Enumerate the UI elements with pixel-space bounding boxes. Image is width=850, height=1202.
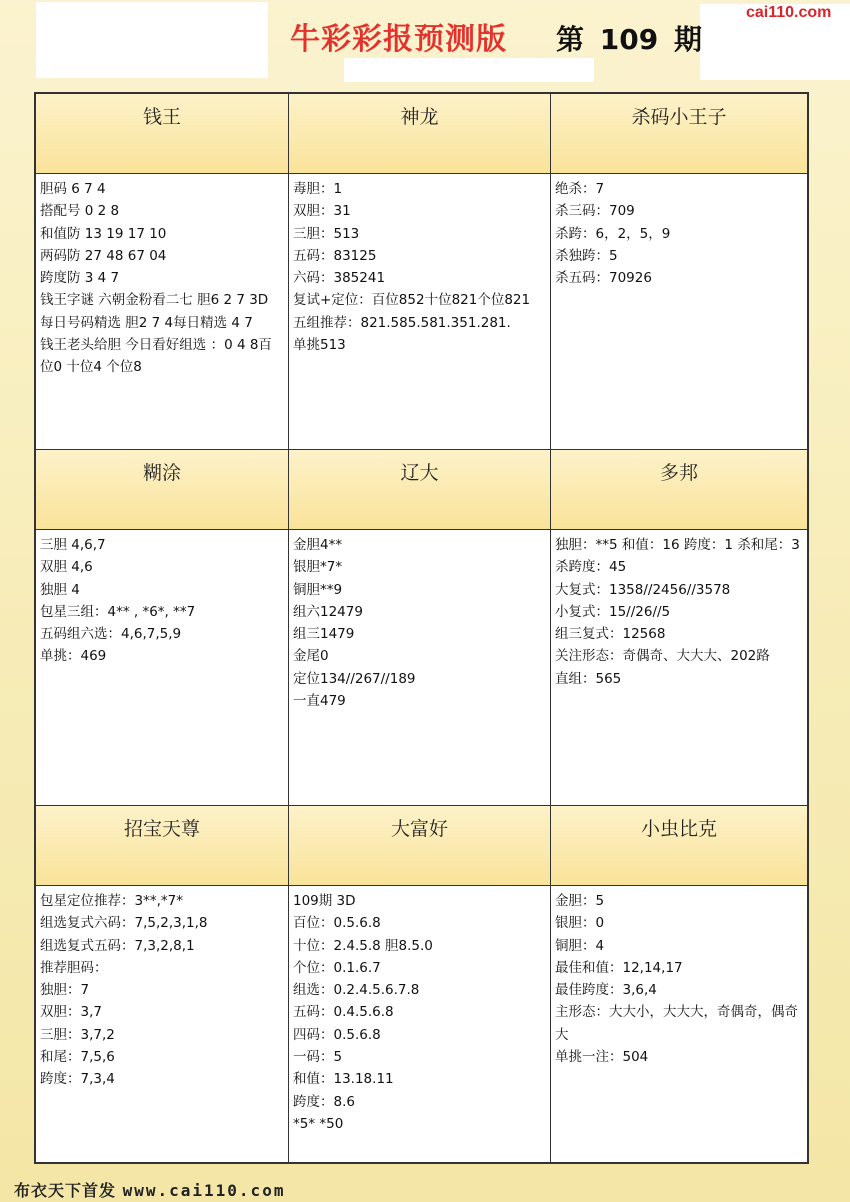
cell-body [289, 530, 550, 805]
cell-line: 小复式：15//26//5 [555, 603, 671, 620]
cell-liaoda [289, 450, 551, 806]
cell-title: 神龙 [289, 94, 550, 174]
cell-body [551, 886, 807, 1162]
cell-qianwang [36, 94, 289, 450]
cell-line: 组三复式：12568 [555, 626, 666, 643]
cell-title: 多邦 [551, 450, 807, 530]
cell-line: 关注形态：奇偶奇、大大大、202路 [555, 648, 770, 665]
cell-line: 主形态：大大小，大大大，奇偶奇，偶奇大 [555, 1004, 798, 1043]
cell-line: 组选：0.2.4.5.6.7.8 [293, 982, 420, 999]
cell-line: 三胆 4,6,7 [40, 537, 106, 553]
cell-body [36, 174, 288, 449]
header-white-block-center [344, 58, 594, 82]
cell-line: 金胆：5 [555, 893, 605, 909]
cell-line: 独胆：**5 和值：16 跨度：1 杀和尾：3 杀跨度：45 [555, 537, 805, 576]
cell-line: 十位：2.4.5.8 胆8.5.0 [293, 937, 433, 954]
cell-title: 大富好 [289, 806, 550, 886]
cell-line: 钱王老头给胆 今日看好组选 ：0 4 8百位0 十位4 个位8 [40, 337, 272, 376]
cell-line: 六码：385241 [293, 270, 386, 287]
cell-hutu [36, 450, 289, 806]
cell-line: 铜胆：4 [555, 937, 605, 954]
cell-line: 单挑513 [293, 337, 346, 354]
cell-line: 银胆：0 [555, 915, 605, 932]
cell-line: 最佳跨度：3,6,4 [555, 982, 657, 999]
cell-line: 组选复式五码：7,3,2,8,1 [40, 937, 195, 954]
cell-line: 杀跨：6，2，5，9 [555, 225, 671, 242]
cell-body [289, 886, 550, 1162]
cell-line: 铜胆**9 [293, 581, 343, 598]
cell-shama-xiaowangzi [551, 94, 807, 450]
cell-body [551, 530, 807, 805]
prediction-grid [34, 92, 809, 1164]
cell-line: 跨度：7,3,4 [40, 1071, 115, 1088]
cell-line: *5* *50 [293, 1115, 344, 1132]
cell-title: 糊涂 [36, 450, 288, 530]
cell-line: 组六12479 [293, 603, 363, 620]
cell-line: 复试+定位：百位852十位821个位821 [293, 292, 531, 309]
cell-shenlong [289, 94, 551, 450]
cell-line: 单挑一注：504 [555, 1049, 649, 1066]
cell-line: 绝杀：7 [555, 181, 605, 197]
cell-line: 大复式：1358//2456//3578 [555, 581, 731, 598]
cell-line: 组选复式六码：7,5,2,3,1,8 [40, 915, 208, 932]
footer-url[interactable]: www.cai110.com [122, 1181, 286, 1200]
cell-line: 杀独跨：5 [555, 247, 618, 264]
cell-line: 五码：0.4.5.6.8 [293, 1004, 394, 1021]
cell-line: 金胆4** [293, 537, 343, 553]
cell-line: 钱王字谜 六朝金粉看二七 胆6 2 7 3D 每日号码精选 胆2 7 4每日精选 4 7 [40, 292, 273, 331]
cell-line: 组三1479 [293, 626, 355, 643]
cell-line: 三胆：3,7,2 [40, 1026, 115, 1043]
cell-line: 个位：0.1.6.7 [293, 959, 381, 976]
cell-line: 毒胆：1 [293, 181, 343, 197]
cell-line: 109期 3D [293, 893, 356, 909]
page-title: 牛彩彩报预测版 [290, 22, 507, 57]
cell-title: 杀码小王子 [551, 94, 807, 174]
cell-line: 包星三组：4** , *6*, **7 [40, 603, 196, 620]
cell-line: 五组推荐：821.585.581.351.281. [293, 314, 511, 331]
header-white-block-left [36, 2, 268, 78]
cell-line: 推荐胆码： [40, 959, 108, 976]
cell-line: 五码组六选：4,6,7,5,9 [40, 626, 182, 643]
cell-line: 五码：83125 [293, 247, 377, 264]
cell-line: 胆码 6 7 4 [40, 181, 106, 197]
site-logo: cai110.com [746, 4, 832, 21]
cell-line: 独胆：7 [40, 982, 90, 999]
cell-dafuhao [289, 806, 551, 1162]
cell-title: 钱王 [36, 94, 288, 174]
cell-line: 最佳和值：12,14,17 [555, 959, 683, 976]
cell-line: 和尾：7,5,6 [40, 1049, 115, 1066]
issue-number: 第 109 期 [556, 23, 702, 56]
cell-body [36, 530, 288, 805]
cell-line: 直组：565 [555, 670, 622, 687]
cell-line: 和值：13.18.11 [293, 1071, 394, 1088]
cell-line: 定位134//267//189 [293, 670, 416, 687]
cell-line: 四码：0.5.6.8 [293, 1026, 381, 1043]
cell-line: 搭配号 0 2 8 [40, 203, 120, 220]
cell-line: 三胆：513 [293, 225, 360, 242]
cell-line: 百位：0.5.6.8 [293, 915, 381, 932]
cell-line: 金尾0 [293, 648, 329, 665]
cell-line: 单挑：469 [40, 648, 107, 665]
cell-body [36, 886, 288, 1162]
cell-title: 招宝天尊 [36, 806, 288, 886]
footer-prefix: 布衣天下首发 [14, 1181, 117, 1200]
cell-zhaobao-tianzun [36, 806, 289, 1162]
cell-title: 小虫比克 [551, 806, 807, 886]
cell-duobang [551, 450, 807, 806]
cell-line: 一码：5 [293, 1049, 343, 1066]
cell-body [551, 174, 807, 449]
cell-line: 双胆：3,7 [40, 1004, 102, 1021]
cell-line: 银胆*7* [293, 559, 343, 576]
cell-line: 杀三码：709 [555, 203, 635, 220]
footer [14, 1178, 285, 1201]
cell-line: 双胆：31 [293, 203, 351, 220]
cell-line: 杀五码：70926 [555, 270, 652, 287]
cell-line: 跨度：8.6 [293, 1093, 355, 1110]
cell-title: 辽大 [289, 450, 550, 530]
cell-line: 一直479 [293, 693, 346, 710]
cell-line: 独胆 4 [40, 581, 80, 598]
cell-line: 包星定位推荐：3**,*7* [40, 893, 183, 909]
cell-line: 和值防 13 19 17 10 [40, 225, 167, 242]
cell-xiaochong-bike [551, 806, 807, 1162]
cell-body [289, 174, 550, 449]
cell-line: 跨度防 3 4 7 [40, 270, 120, 287]
cell-line: 两码防 27 48 67 04 [40, 247, 167, 264]
cell-line: 双胆 4,6 [40, 559, 93, 576]
